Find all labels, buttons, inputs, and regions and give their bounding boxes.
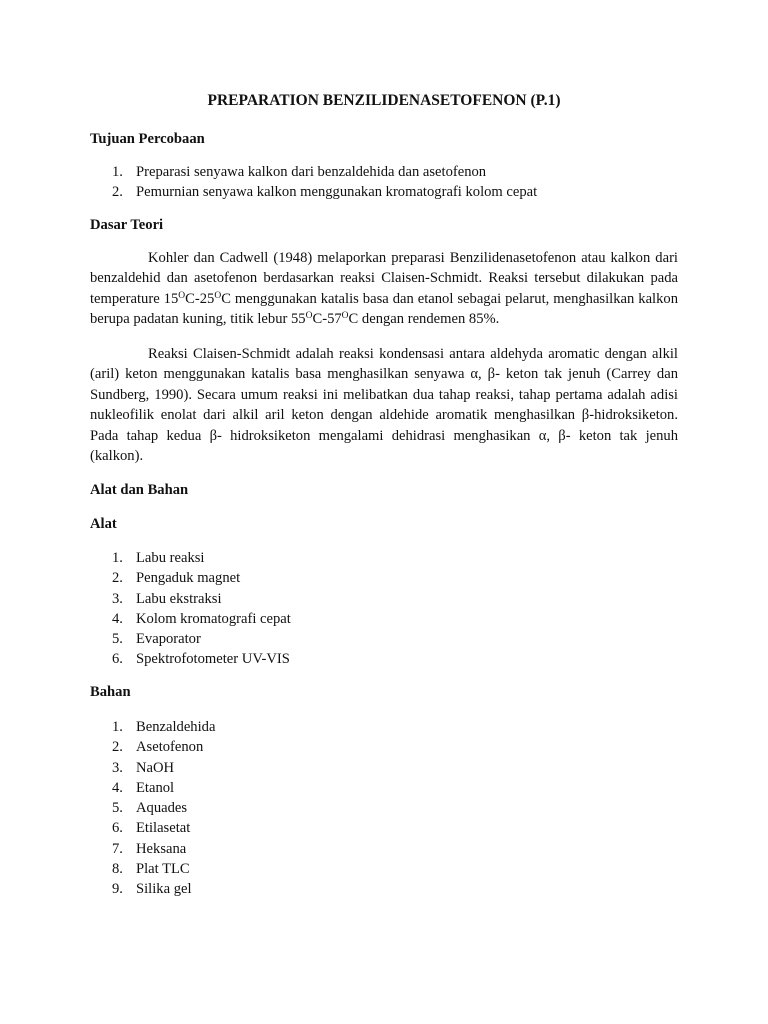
list-item: 3. NaOH bbox=[112, 759, 175, 776]
list-item: 1. Benzaldehida bbox=[112, 719, 216, 735]
document-title: PREPARATION BENZILIDENASETOFENON (P.1) bbox=[207, 92, 561, 109]
list-item: 4. Etanol bbox=[112, 779, 175, 796]
list-tujuan bbox=[112, 162, 537, 203]
list-item: 3. Labu ekstraksi bbox=[112, 590, 222, 607]
list-item: 6. Etilasetat bbox=[112, 820, 191, 837]
list-item: 5. Evaporator bbox=[112, 631, 201, 648]
list-item: 2. Pemurnian senyawa kalkon menggunakan kromatografi kolom cepat bbox=[112, 184, 538, 201]
list-item: 2. Asetofenon bbox=[112, 739, 204, 756]
list-alat bbox=[112, 548, 291, 670]
list-item: 1. Labu reaksi bbox=[112, 550, 205, 566]
heading-alat: Alat bbox=[90, 516, 117, 532]
list-item: 2. Pengaduk magnet bbox=[112, 570, 241, 587]
paragraph-kohler: Kohler dan Cadwell (1948) melaporkan preparasi Benzilidenasetofenon atau kalkon dari benzaldehid dan asetofenon berdasarkan reaksi Claisen-Schmidt. Reaksi tersebut dilakukan pada temperature $15^OC-25^OC$ menggunakan katalis basa dan etanol sebagai pelarut, menghasilkan kalkon berupa padatan kuning, titik lebur $55^OC-57^OC$ dengan rendemen 85%. bbox=[90, 250, 678, 328]
heading-bahan: Bahan bbox=[90, 684, 131, 700]
list-item: 4. Kolom kromatografi cepat bbox=[112, 610, 291, 627]
list-item: 9. Silika gel bbox=[112, 881, 192, 898]
list-item: 5. Aquades bbox=[112, 800, 188, 817]
list-item: 6. Spektrofotometer UV-VIS bbox=[112, 651, 290, 668]
list-item: 7. Heksana bbox=[112, 840, 187, 857]
heading-alat-dan-bahan: Alat dan Bahan bbox=[90, 482, 189, 498]
heading-tujuan-percobaan: Tujuan Percobaan bbox=[90, 131, 205, 147]
heading-dasar-teori: Dasar Teori bbox=[90, 217, 164, 233]
list-item: 1. Preparasi senyawa kalkon dari benzaldehida dan asetofenon bbox=[112, 164, 487, 180]
list-item: 8. Plat TLC bbox=[112, 861, 190, 878]
list-bahan bbox=[112, 717, 215, 900]
paragraph-claisen-schmidt: Reaksi Claisen-Schmidt adalah reaksi kondensasi antara aldehyda aromatic dengan alkil (aril) keton menggunakan katalis basa menghasilkan senyawa α, β- keton tak jenuh (Carrey dan Sundberg, 1990). Secara umum reaksi ini melibatkan dua tahap reaksi, tahap pertama adalah adisi nukleofilik enolat dari alkil aril keton dengan aldehide aromatik menghasilkan β-hidroksiketon. Pada tahap kedua β- hidroksiketon mengalami dehidrasi menghasikan α, β- keton tak jenuh (kalkon). bbox=[90, 346, 678, 465]
